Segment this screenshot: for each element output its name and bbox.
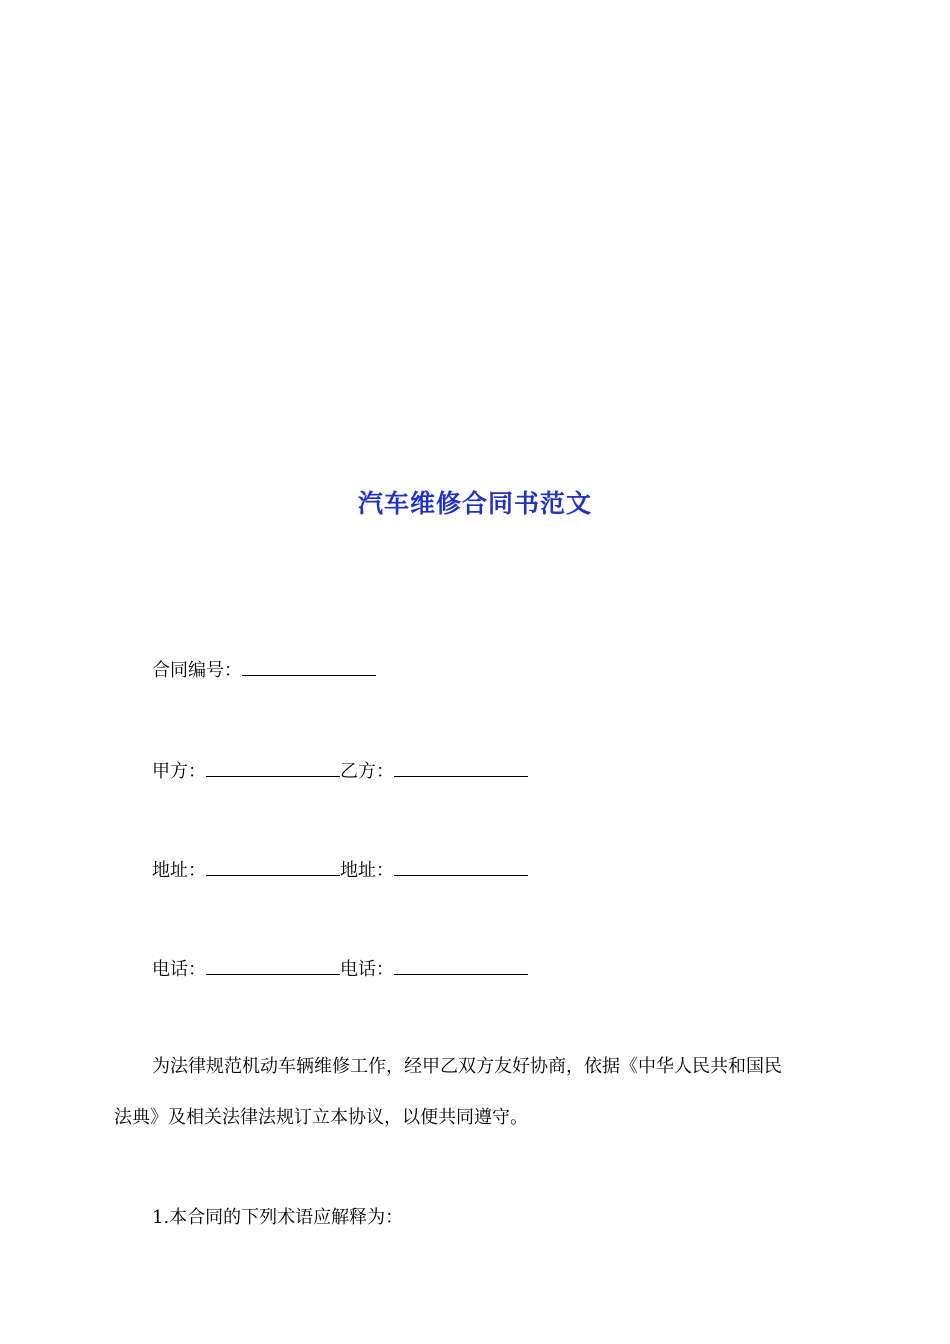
parties-line xyxy=(152,758,528,784)
party-b-label: 乙方： xyxy=(340,761,394,782)
phone-b-blank[interactable] xyxy=(394,956,528,975)
phone-line xyxy=(152,956,528,982)
phone-b-label: 电话： xyxy=(340,959,394,980)
party-b-blank[interactable] xyxy=(394,758,528,777)
intro-paragraph-line-2: 法典》及相关法律法规订立本协议，以便共同遵守。 xyxy=(114,1107,528,1128)
address-a-blank[interactable] xyxy=(206,857,340,876)
phone-a-blank[interactable] xyxy=(206,956,340,975)
party-a-label: 甲方： xyxy=(152,761,206,782)
clause-1-heading: 1.本合同的下列术语应解释为： xyxy=(152,1207,404,1228)
document-title: 汽车维修合同书范文 xyxy=(357,489,592,518)
address-line xyxy=(152,857,528,883)
contract-number-label: 合同编号： xyxy=(152,660,242,681)
address-b-blank[interactable] xyxy=(394,857,528,876)
contract-number-blank[interactable] xyxy=(242,657,376,676)
contract-number-line xyxy=(152,657,376,683)
address-a-label: 地址： xyxy=(152,860,206,881)
phone-a-label: 电话： xyxy=(152,959,206,980)
address-b-label: 地址： xyxy=(340,860,394,881)
party-a-blank[interactable] xyxy=(206,758,340,777)
intro-paragraph-line-1: 为法律规范机动车辆维修工作，经甲乙双方友好协商，依据《中华人民共和国民 xyxy=(152,1056,782,1077)
